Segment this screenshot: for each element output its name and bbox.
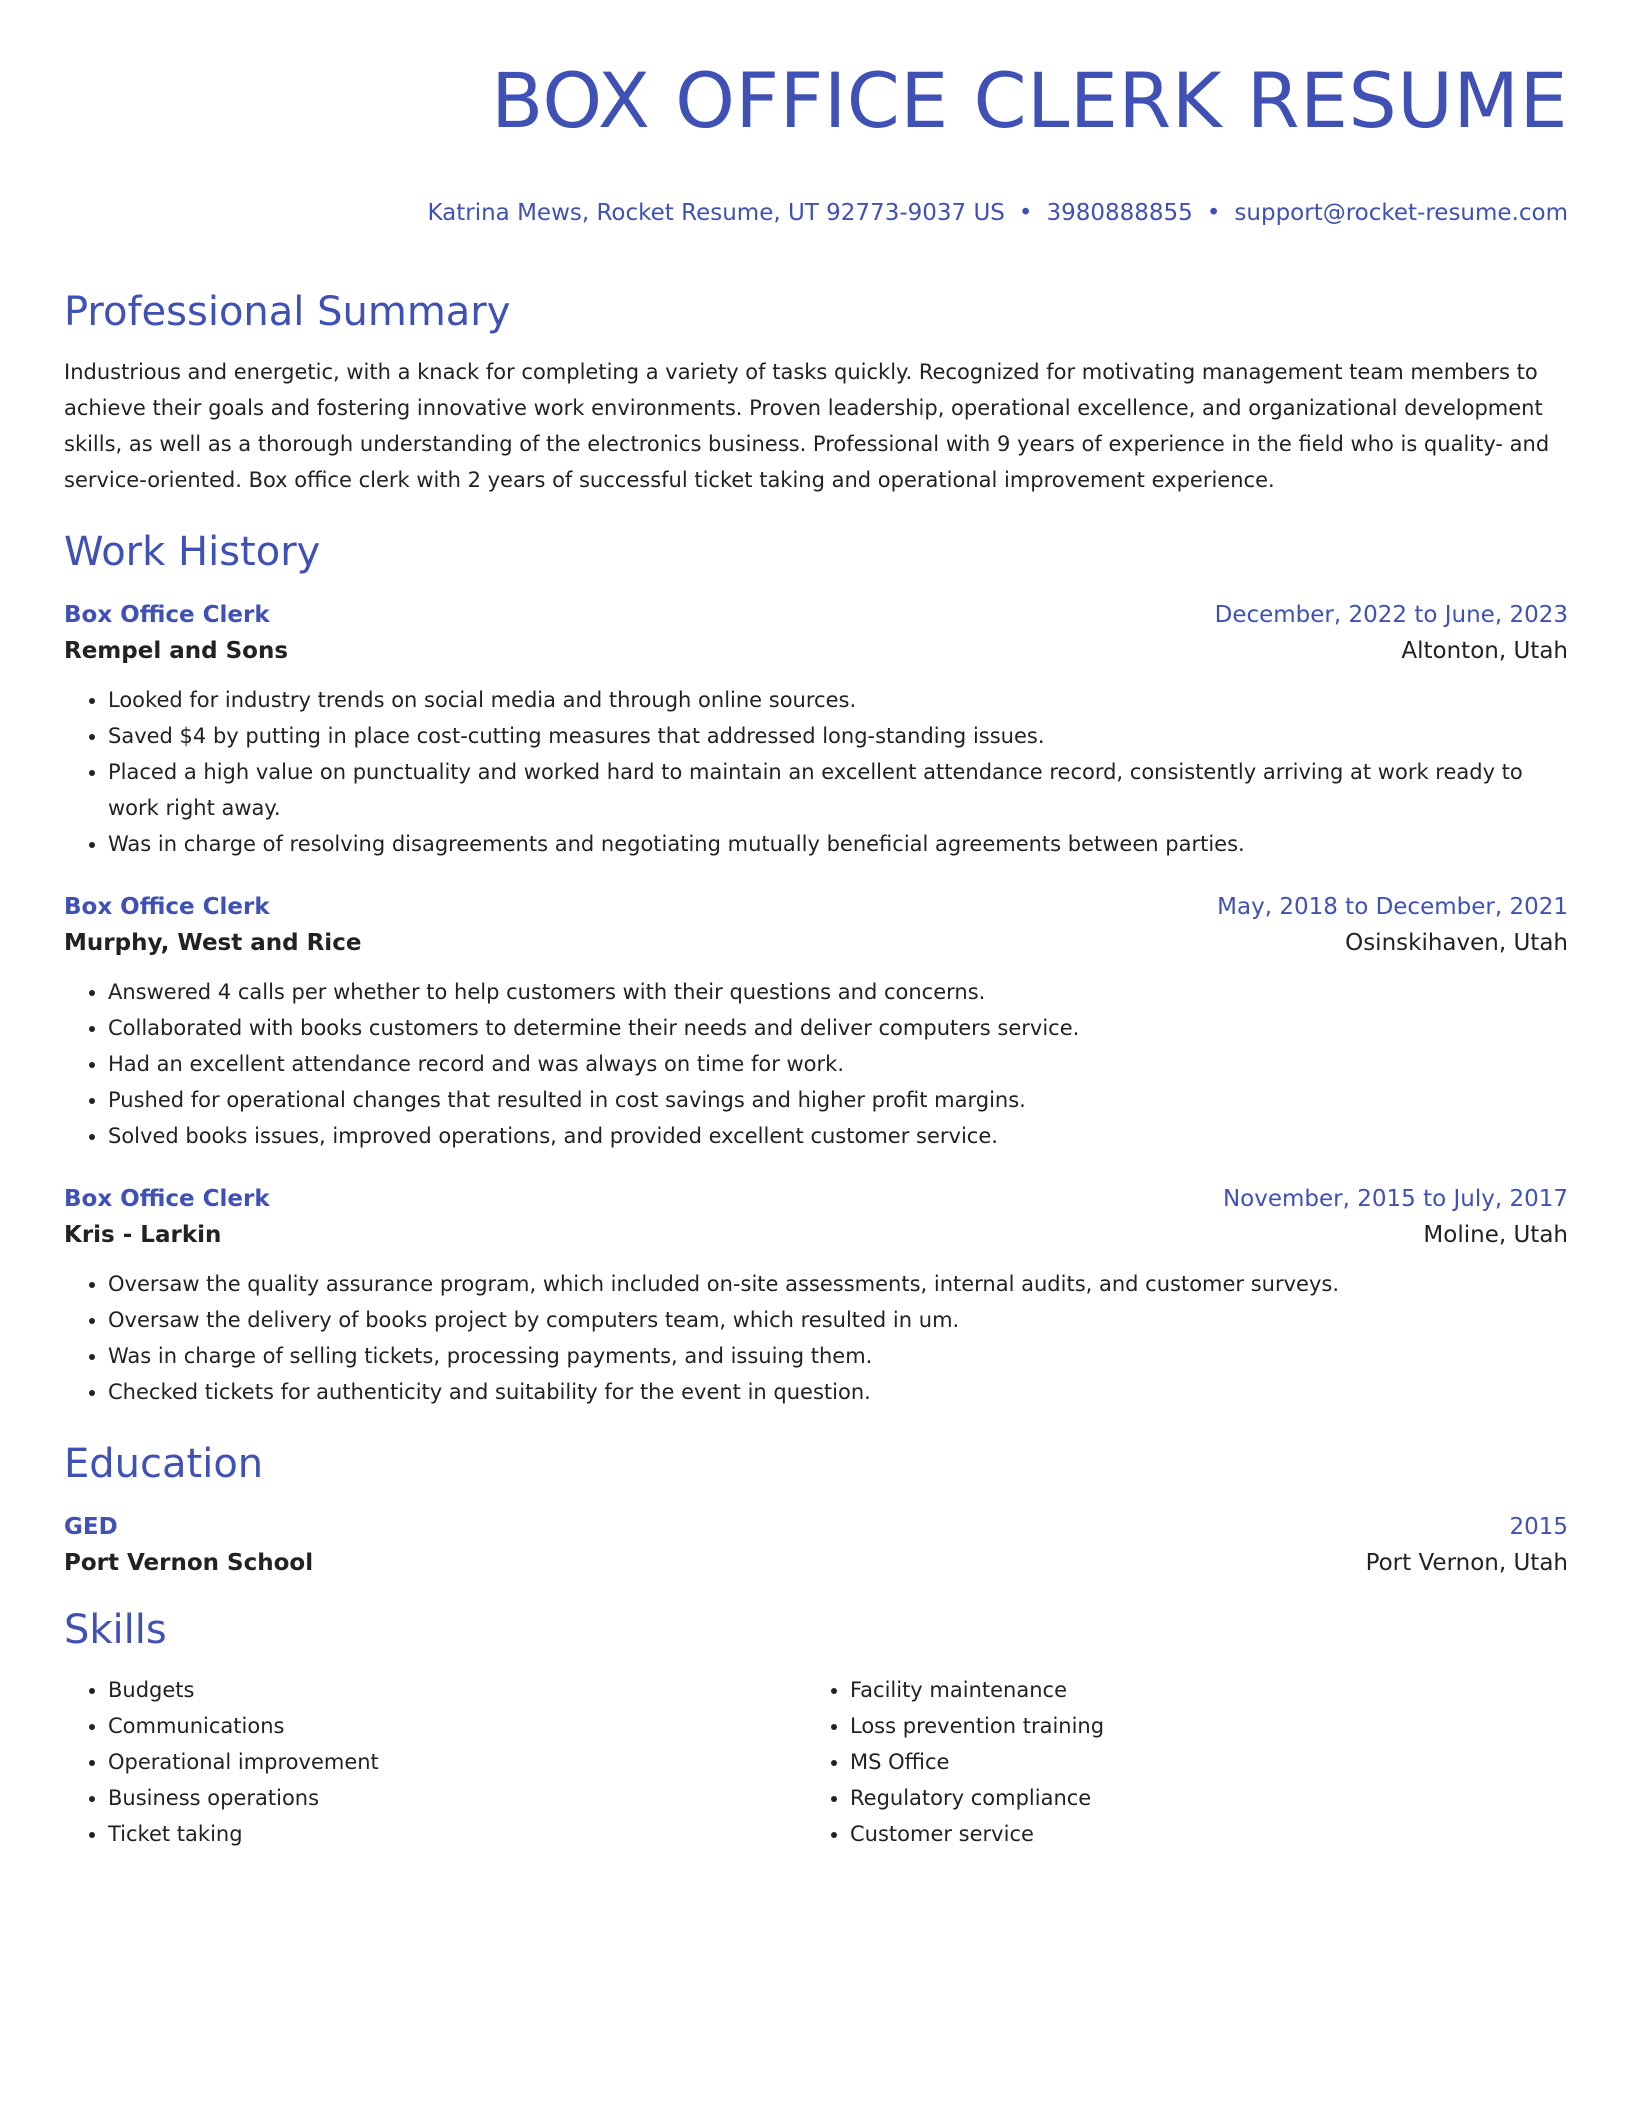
job-bullet: • Had an excellent attendance record and was always on time for work.: [108, 1046, 1568, 1082]
job-bullet: • Was in charge of selling tickets, processing payments, and issuing them.: [108, 1338, 1568, 1374]
contact-separator: •: [1018, 200, 1033, 226]
job-company: Murphy, West and Rice: [64, 930, 362, 956]
job-title-row: [64, 1182, 1568, 1216]
contact-address: Katrina Mews, Rocket Resume, UT 92773-9037 US: [427, 200, 1005, 226]
job-title: Box Office Clerk: [64, 894, 270, 920]
job-bullet: • Was in charge of resolving disagreements and negotiating mutually beneficial agreements between parties.: [108, 826, 1568, 862]
job-dates: December, 2022 to June, 2023: [1214, 602, 1568, 628]
job-entry: [64, 1182, 1568, 1410]
job-bullet: • Answered 4 calls per whether to help customers with their questions and concerns.: [108, 974, 1568, 1010]
job-entry: [64, 890, 1568, 1154]
skill-item: • Facility maintenance: [850, 1672, 1548, 1708]
job-bullet: • Collaborated with books customers to determine their needs and deliver computers service.: [108, 1010, 1568, 1046]
education-heading: Education: [64, 1441, 264, 1487]
summary-heading: Professional Summary: [64, 289, 511, 335]
skill-item: • Customer service: [850, 1816, 1548, 1852]
job-bullets: [64, 974, 1568, 1154]
skills-columns: [64, 1672, 1568, 1852]
job-bullet: • Checked tickets for authenticity and suitability for the event in question.: [108, 1374, 1568, 1410]
job-title-row: [64, 598, 1568, 632]
job-company: Rempel and Sons: [64, 638, 289, 664]
job-bullets: [64, 682, 1568, 862]
contact-phone[interactable]: 3980888855: [1046, 200, 1193, 226]
job-bullet: • Solved books issues, improved operations, and provided excellent customer service.: [108, 1118, 1568, 1154]
contact-email[interactable]: support@rocket-resume.com: [1234, 200, 1568, 226]
skill-item: • Ticket taking: [108, 1816, 806, 1852]
job-company: Kris - Larkin: [64, 1222, 222, 1248]
job-company-row: [64, 632, 1568, 670]
job-location: Altonton, Utah: [1401, 638, 1568, 664]
education-entry: [64, 1510, 1568, 1582]
job-title: Box Office Clerk: [64, 1186, 270, 1212]
skill-item: • Regulatory compliance: [850, 1780, 1548, 1816]
job-bullet: • Looked for industry trends on social media and through online sources.: [108, 682, 1568, 718]
contact-separator: •: [1206, 200, 1221, 226]
skills-list-left: [64, 1672, 806, 1852]
education-year: 2015: [1509, 1514, 1568, 1540]
resume-title: BOX OFFICE CLERK RESUME: [491, 56, 1568, 145]
skill-item: • MS Office: [850, 1744, 1548, 1780]
job-company-row: [64, 924, 1568, 962]
education-location: Port Vernon, Utah: [1365, 1550, 1568, 1576]
job-bullet: • Oversaw the delivery of books project by computers team, which resulted in um.: [108, 1302, 1568, 1338]
job-dates: November, 2015 to July, 2017: [1222, 1186, 1568, 1212]
job-title-row: [64, 890, 1568, 924]
contact-line: [64, 198, 1568, 228]
resume-page: [64, 0, 1568, 1852]
summary-text: Industrious and energetic, with a knack for completing a variety of tasks quickly. Recognized for motivating management team members to achieve their goals and fostering innovative work environments. Proven leadership, operational excellence, and organizational development skills, as well as a thorough understanding of the electronics business. Professional with 9 years of experience in the field who is quality- and service-oriented. Box office clerk with 2 years of successful ticket taking and operational improvement experience.: [64, 360, 1550, 492]
education-school: Port Vernon School: [64, 1550, 314, 1576]
skill-item: • Business operations: [108, 1780, 806, 1816]
education-school-row: [64, 1544, 1568, 1582]
skill-item: • Communications: [108, 1708, 806, 1744]
job-bullets: [64, 1266, 1568, 1410]
job-location: Osinskihaven, Utah: [1345, 930, 1568, 956]
skill-item: • Budgets: [108, 1672, 806, 1708]
education-degree-row: [64, 1510, 1568, 1544]
job-location: Moline, Utah: [1423, 1222, 1568, 1248]
job-bullet: • Saved $4 by putting in place cost-cutting measures that addressed long-standing issues.: [108, 718, 1568, 754]
job-bullet: • Pushed for operational changes that resulted in cost savings and higher profit margins.: [108, 1082, 1568, 1118]
skill-item: • Loss prevention training: [850, 1708, 1548, 1744]
skills-list-right: [806, 1672, 1548, 1852]
skills-heading: Skills: [64, 1607, 167, 1653]
job-bullet: • Oversaw the quality assurance program, which included on-site assessments, internal audits, and customer surveys.: [108, 1266, 1568, 1302]
skill-item: • Operational improvement: [108, 1744, 806, 1780]
job-bullet: • Placed a high value on punctuality and worked hard to maintain an excellent attendance record, consistently arriving at work ready to work right away.: [108, 754, 1568, 826]
job-title: Box Office Clerk: [64, 602, 270, 628]
work-history-heading: Work History: [64, 529, 321, 575]
job-dates: May, 2018 to December, 2021: [1217, 894, 1568, 920]
education-degree: GED: [64, 1514, 118, 1540]
job-company-row: [64, 1216, 1568, 1254]
job-entry: [64, 598, 1568, 862]
